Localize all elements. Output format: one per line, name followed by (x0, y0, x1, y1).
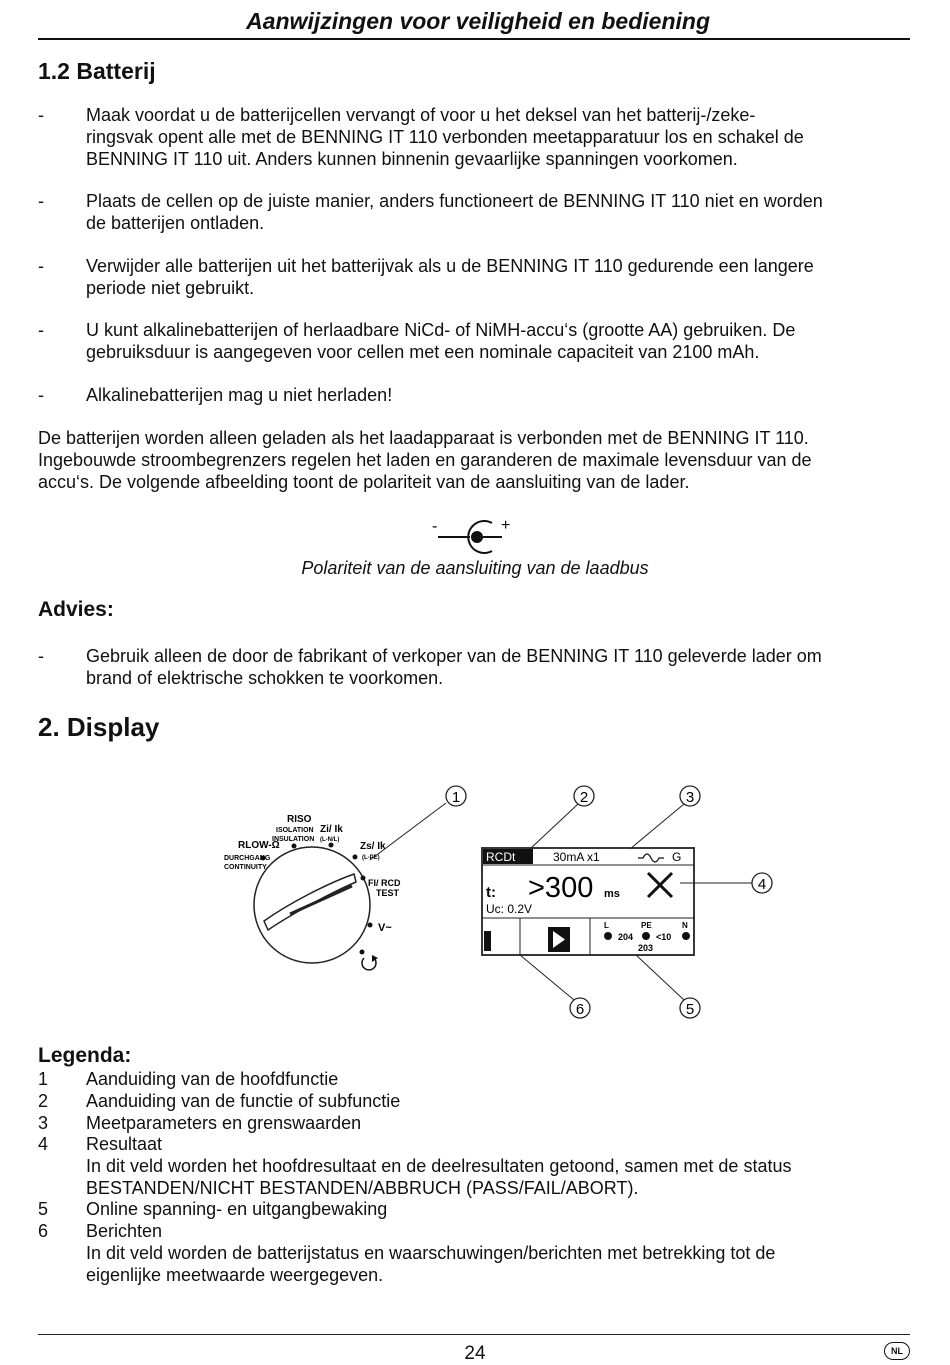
screen-params: 30mA x1 (553, 850, 600, 864)
display-heading: 2. Display (38, 712, 160, 742)
legend-item-3: 3 Meetparameters en grenswaarden (38, 1113, 362, 1133)
screen-n-label: N (682, 921, 688, 930)
label-rlow: RLOW-Ω (238, 840, 280, 851)
advice-item-1: - Gebruik alleen de door de fabrikant of verkoper van de BENNING IT 110 geleverde lader om brand of elektrische schokken te voorkomen. (38, 646, 822, 688)
rotary-dial (224, 814, 401, 970)
legend-item-5: 5 Online spanning- en uitgangbewaking (38, 1199, 388, 1219)
battery-item-1: - Maak voordat u de batterijcellen vervangt of voor u het deksel van het batterij-/zeke- ringsvak opent alle met de BENNING IT 110 verbonden meetapparatuur los en schakel de BENNING IT 110 uit. Anders kunnen binnenin gevaarlijke spanningen voorkomen. (38, 105, 804, 169)
display-figure (0, 770, 950, 1030)
label-volt: V~ (378, 922, 392, 934)
screen-v2: <10 (656, 932, 672, 942)
screen-result-value: >300 (528, 872, 594, 904)
svg-text:4: 4 (757, 876, 767, 893)
battery-heading: 1.2 Batterij (38, 58, 156, 84)
legend-item-2: 2 Aanduiding van de functie of subfunctie (38, 1091, 401, 1111)
label-zi: Zi/ Ik (320, 824, 343, 835)
legend-item-6: 6 Berichten In dit veld worden de batterijstatus en waarschuwingen/berichten met betrekking tot de eigenlijke meetwaarde weergegeven. (38, 1221, 776, 1285)
polarity-symbol (430, 515, 520, 555)
svg-text:5: 5 (685, 1001, 695, 1018)
screen-param-g: G (672, 850, 682, 864)
screen-mode: RCDt (486, 850, 516, 864)
legend-item-4: 4 Resultaat In dit veld worden het hoofdresultaat en de deelresultaten getoond, samen met de status BESTANDEN/NICHT BESTANDEN/ABBRUCH (PASS/FAIL/ABORT). (38, 1134, 792, 1198)
screen-v3: 203 (638, 943, 654, 953)
label-isolation: ISOLATION (276, 827, 314, 834)
screen-t-label: t: (486, 884, 496, 901)
legend-heading: Legenda: (38, 1044, 132, 1067)
label-rcd-2: TEST (376, 888, 400, 898)
svg-text:6: 6 (575, 1001, 585, 1018)
battery-item-4: - U kunt alkalinebatterijen of herlaadbare NiCd- of NiMH-accu‘s (grootte AA) gebruiken. De gebruiksduur is aangegeven voor cellen met een nominale capaciteit van 2100 mAh. (38, 320, 796, 362)
footer-divider (38, 1334, 910, 1335)
page-header (38, 6, 910, 40)
svg-text:1: 1 (451, 789, 461, 806)
battery-status-icon (484, 931, 491, 951)
screen-l-label: L (604, 921, 609, 930)
battery-item-3: - Verwijder alle batterijen uit het batterijvak als u de BENNING IT 110 gedurende een langere periode niet gebruikt. (38, 256, 814, 298)
polarity-plus: + (501, 517, 511, 534)
battery-paragraph: De batterijen worden alleen geladen als het laadapparaat is verbonden met de BENNING IT 110. Ingebouwde stroombegrenzers regelen het laden en garanderen de maximale levensduur van de accu‘s. De volgende afbeelding toont de polariteit van de aansluiting van de lader. (38, 428, 812, 492)
advice-heading: Advies: (38, 598, 114, 621)
polarity-minus: - (432, 518, 438, 535)
header-title: Aanwijzingen voor veiligheid en bediening (246, 8, 710, 34)
label-zs-sub: (L-PE) (362, 855, 380, 861)
screen-pe-label: PE (641, 921, 652, 930)
polarity-caption: Polariteit van de aansluiting van de laadbus (301, 558, 649, 578)
svg-text:3: 3 (685, 789, 695, 806)
language-badge: NL (884, 1342, 910, 1360)
label-rcd-1: FI/ RCD (368, 878, 401, 888)
label-durchgang: DURCHGANG (224, 855, 271, 862)
label-continuity: CONTINUITY (224, 864, 267, 871)
lcd-screen (482, 848, 694, 955)
screen-uc-line: Uc: 0.2V (486, 902, 533, 916)
svg-text:2: 2 (579, 789, 589, 806)
screen-v1: 204 (618, 932, 634, 942)
label-zs: Zs/ Ik (360, 841, 386, 852)
battery-item-2: - Plaats de cellen op de juiste manier, anders functioneert de BENNING IT 110 niet en worden de batterijen ontladen. (38, 191, 823, 233)
page-number: 24 (464, 1343, 486, 1364)
legend-item-1: 1 Aanduiding van de hoofdfunctie (38, 1069, 339, 1089)
screen-result-unit: ms (604, 888, 620, 900)
label-riso: RISO (287, 814, 312, 825)
battery-item-5: - Alkalinebatterijen mag u niet herladen! (38, 385, 393, 405)
label-insulation: INSULATION (272, 836, 315, 843)
label-zi-sub: (L-N/L) (320, 837, 340, 843)
